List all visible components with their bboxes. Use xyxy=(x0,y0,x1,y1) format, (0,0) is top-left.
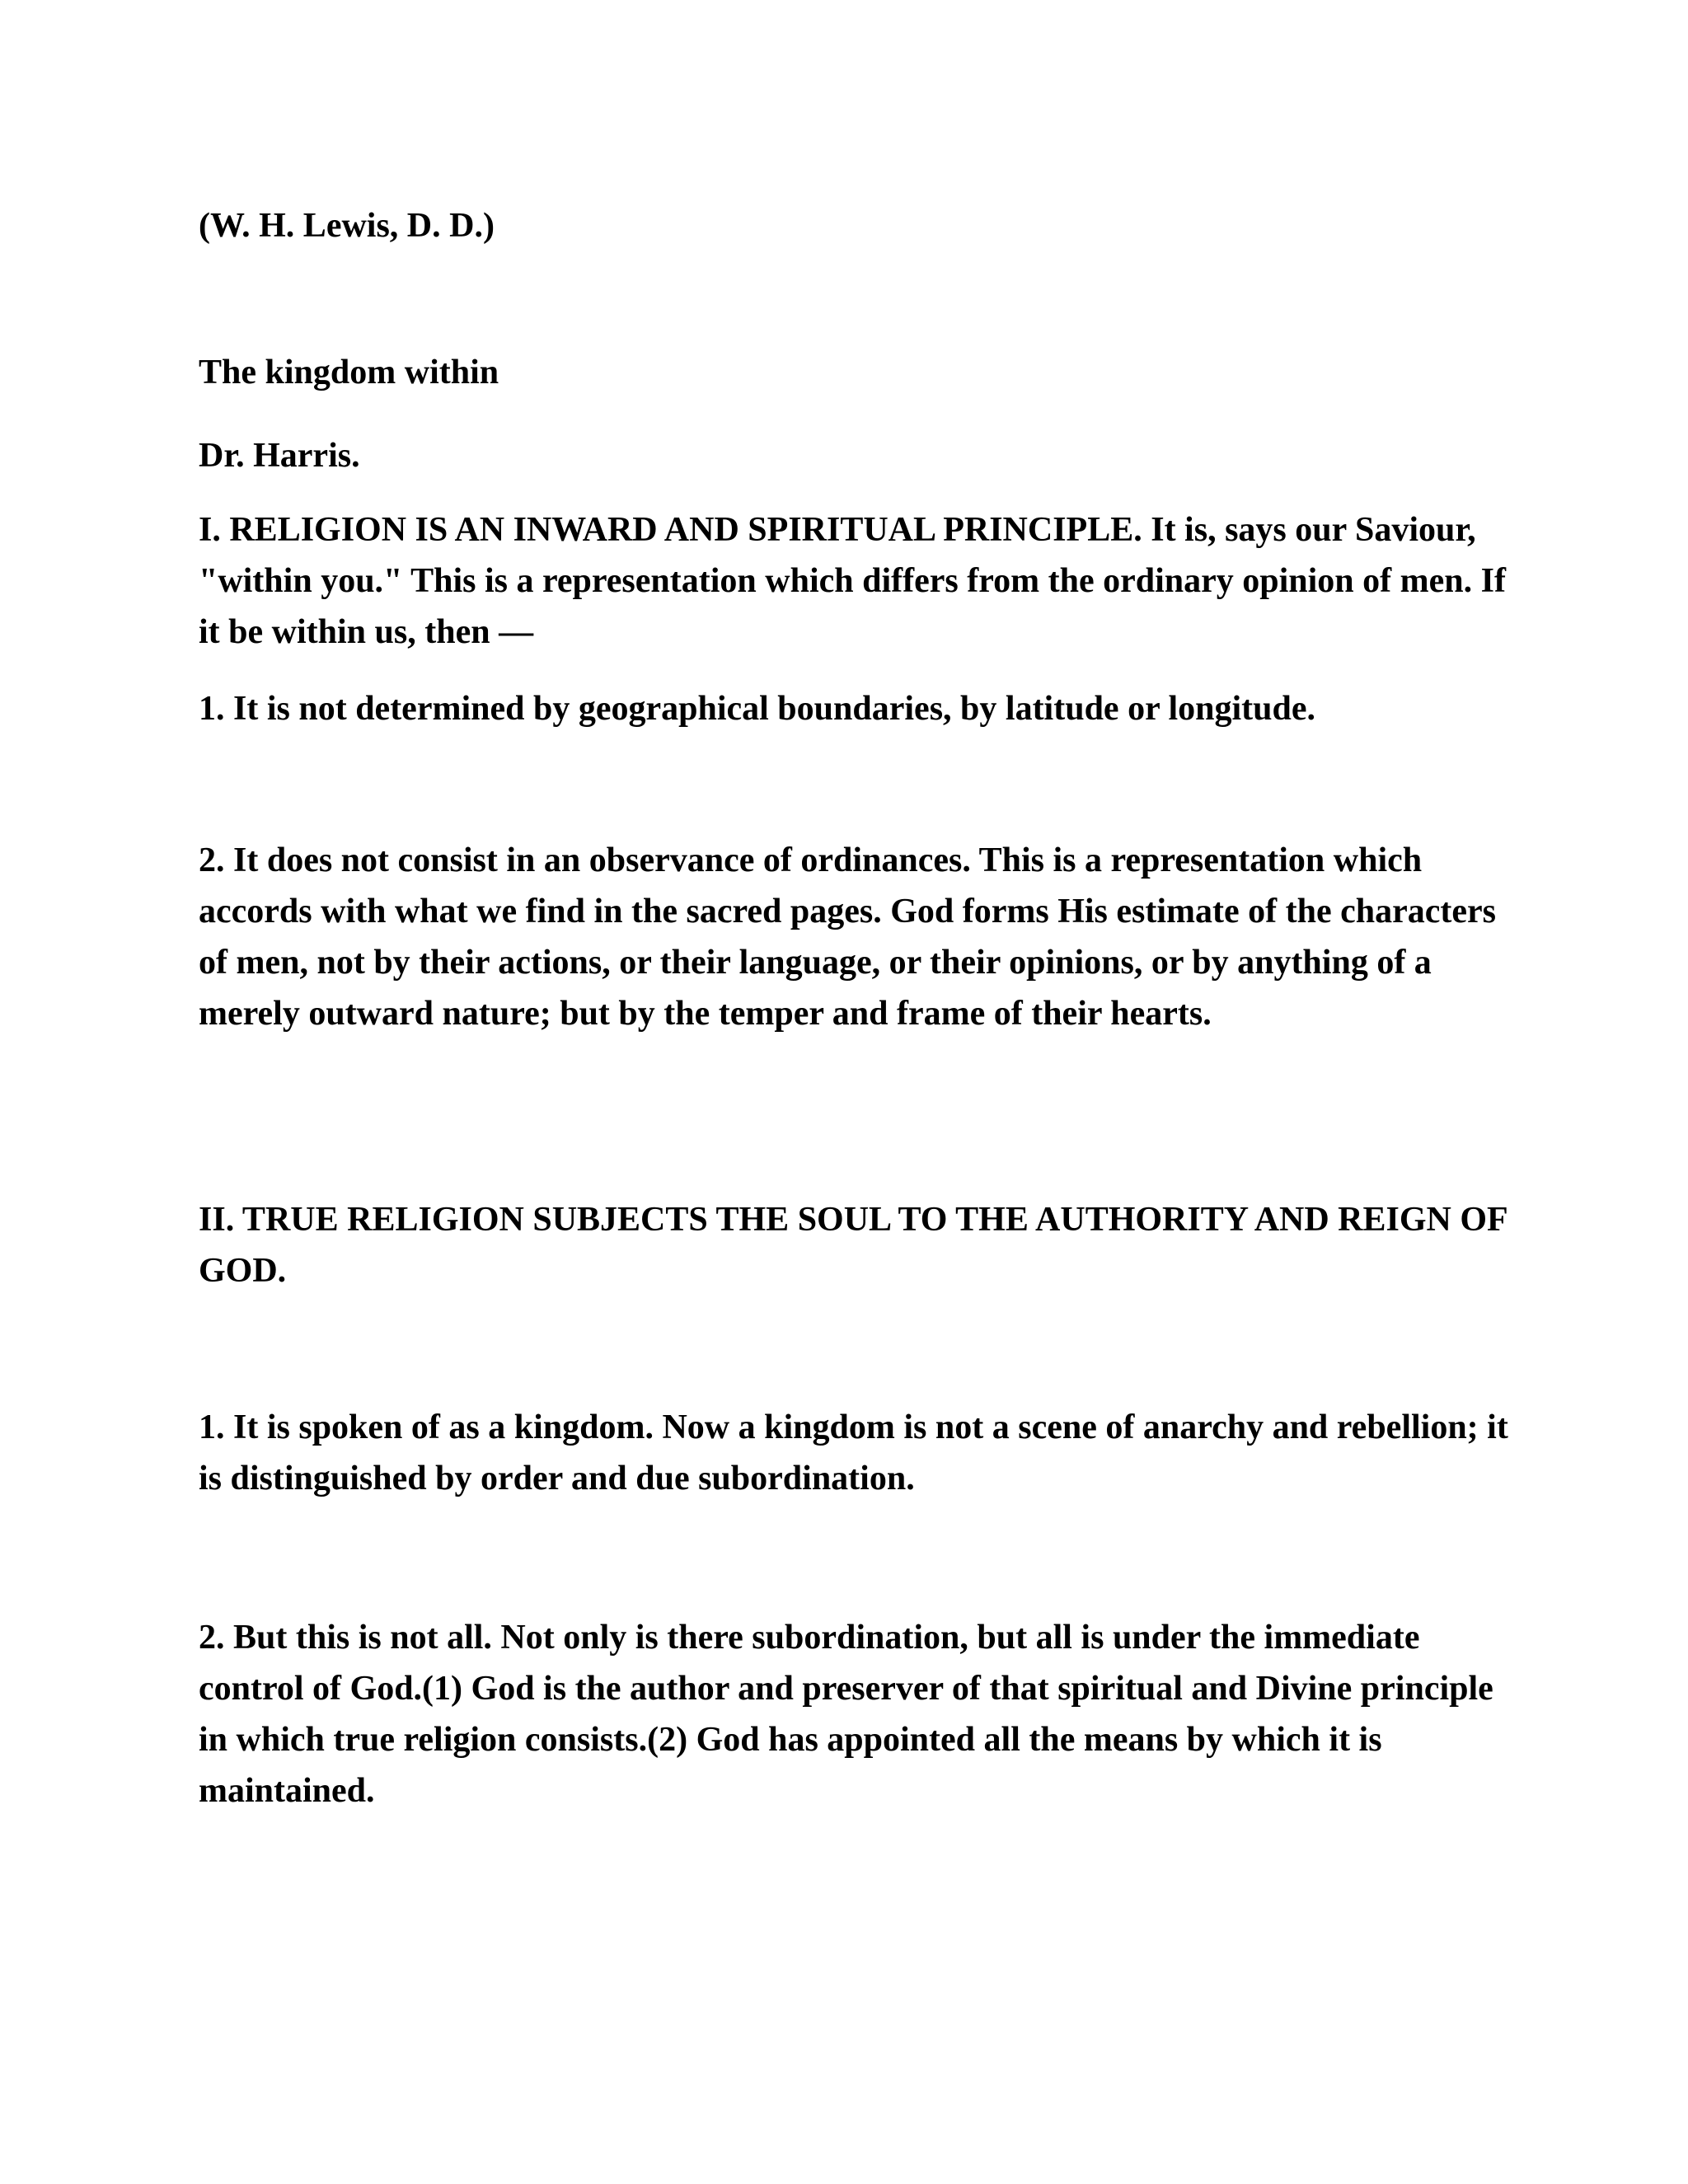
paragraph-section-2-point-1: 1. It is spoken of as a kingdom. Now a kingdom is not a scene of anarchy and rebellion; it is distinguished by order and due subordination. xyxy=(199,1408,1508,1497)
paragraph-section-2-heading: II. TRUE RELIGION SUBJECTS THE SOUL TO THE AUTHORITY AND REIGN OF GOD. xyxy=(199,1201,1507,1290)
sermon-title: The kingdom within xyxy=(199,354,499,391)
byline: Dr. Harris. xyxy=(199,437,360,475)
paragraph-section-2-point-2: 2. But this is not all. Not only is there subordination, but all is under the immediate control of God.(1) God is the author and preserver of that spiritual and Divine principle in which true religion consists.(2) God has appointed all the means by which it is maintained. xyxy=(199,1619,1493,1810)
paragraph-point-1: 1. It is not determined by geographical boundaries, by latitude or longitude. xyxy=(199,690,1315,728)
author-attribution: (W. H. Lewis, D. D.) xyxy=(199,207,495,245)
paragraph-section-1-heading: I. RELIGION IS AN INWARD AND SPIRITUAL PRINCIPLE. It is, says our Saviour, "within you." This is a representation which differs from the ordinary opinion of men. If it be within us, then — xyxy=(199,511,1506,651)
paragraph-point-2: 2. It does not consist in an observance of ordinances. This is a representation which accords with what we find in the sacred pages. God forms His estimate of the characters of men, not by their actions, or their language, or their opinions, or by anything of a merely outward nature; but by the temper and frame of their hearts. xyxy=(199,841,1497,1033)
